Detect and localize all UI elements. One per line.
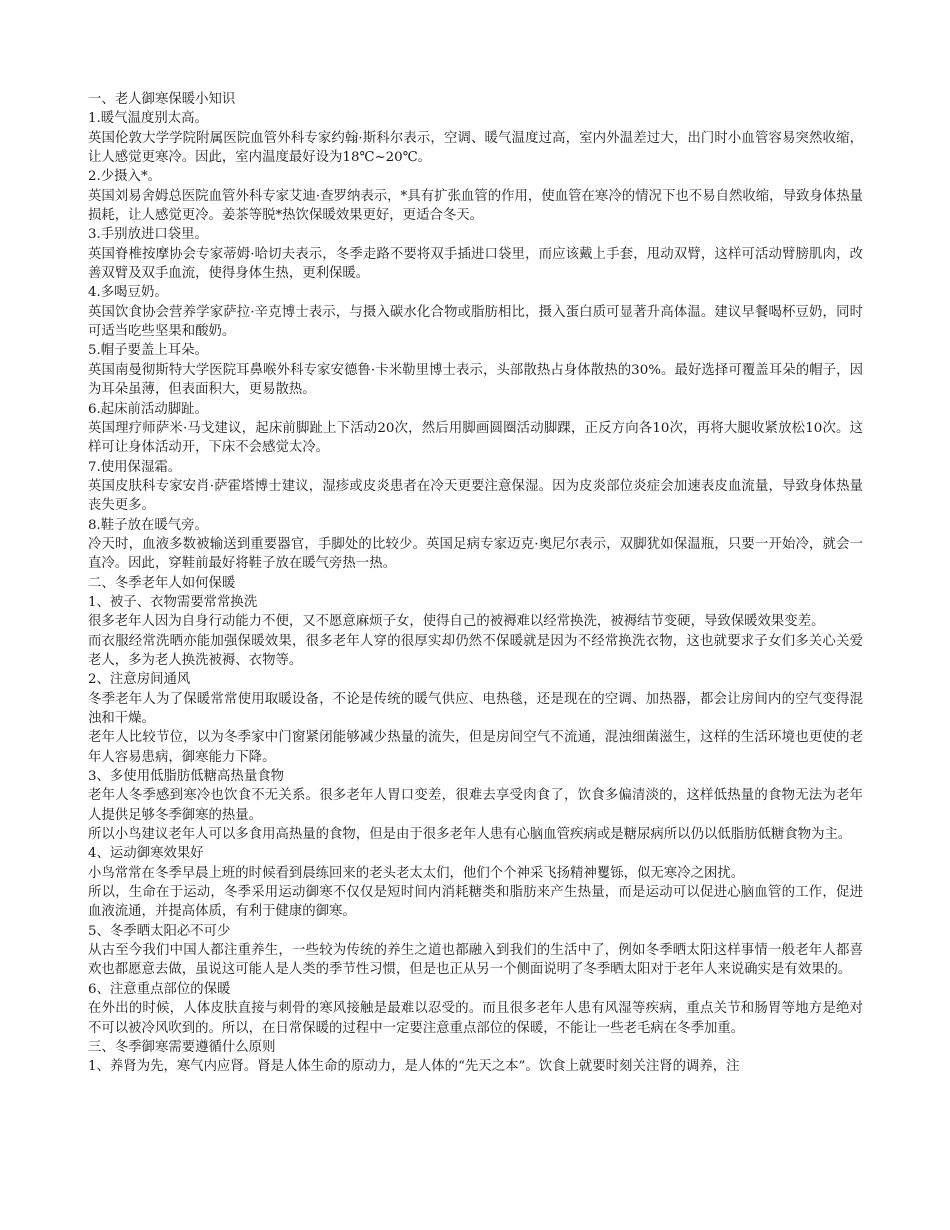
paragraph: 从古至今我们中国人都注重养生，一些较为传统的养生之道也都融入到我们的生活中了，例如冬季晒太阳这样事情一般老年人都喜欢也都愿意去做，虽说这可能人是人类的季节性习惯，但是也正从另一个侧面说明了冬季晒太阳对于老年人来说确实是有效果的。: [88, 943, 863, 978]
tip-title: 6.起床前活动脚趾。: [88, 401, 208, 417]
paragraph: 所以，生命在于运动，冬季采用运动御寒不仅仅是短时间内消耗糖类和脂肪来产生热量，而是运动可以促进心脑血管的工作，促进血液流通，并提高体质，有利于健康的御寒。: [88, 885, 863, 920]
tip-title: 4.多喝豆奶。: [88, 285, 168, 301]
paragraph: 很多老年人因为自身行动能力不便，又不愿意麻烦子女，使得自己的被褥难以经常换洗，被褥结节变硬，导致保暖效果变差。: [88, 614, 825, 630]
section-heading: 三、冬季御寒需要遵循什么原则: [88, 1039, 276, 1055]
tip-title: 8.鞋子放在暖气旁。: [88, 517, 208, 533]
tip-title: 3.手别放进口袋里。: [88, 227, 208, 243]
paragraph: 英国皮肤科专家安肖·萨霍塔博士建议，湿疹或皮炎患者在冷天更要注意保湿。因为皮炎部位炎症会加速表皮血流量，导致身体热量丧失更多。: [88, 478, 863, 514]
paragraph: 英国伦敦大学学院附属医院血管外科专家约翰·斯科尔表示，空调、暖气温度过高，室内外温差过大，出门时小血管容易突然收缩，让人感觉更寒冷。因此，室内温度最好设为18℃~20℃。: [88, 130, 863, 166]
paragraph: 英国饮食协会营养学家萨拉·辛克博士表示，与摄入碳水化合物或脂肪相比，摄入蛋白质可显著升高体温。建议早餐喝杯豆奶，同时可适当吃些坚果和酸奶。: [88, 304, 863, 340]
paragraph: 1、养肾为先，寒气内应肾。肾是人体生命的原动力，是人体的“先天之本”。饮食上就要时刻关注肾的调养，注: [88, 1059, 740, 1075]
sub-heading: 3、多使用低脂肪低糖高热量食物: [88, 769, 284, 785]
paragraph: 英国刘易舍姆总医院血管外科专家艾迪·查罗纳表示，*具有扩张血管的作用，使血管在寒冷的情况下也不易自然收缩，导致身体热量损耗，让人感觉更冷。姜茶等脱*热饮保暖效果更好，更适合冬天。: [88, 188, 863, 224]
document-body: [88, 90, 863, 1077]
sub-heading: 4、运动御寒效果好: [88, 846, 204, 862]
sub-heading: 5、冬季晒太阳必不可少: [88, 923, 231, 939]
tip-title: 1.暖气温度别太高。: [88, 111, 208, 127]
tip-title: 7.使用保湿霜。: [88, 459, 182, 475]
paragraph: 冬季老年人为了保暖常常使用取暖设备，不论是传统的暖气供应、电热毯，还是现在的空调、加热器，都会让房间内的空气变得混浊和干燥。: [88, 691, 863, 726]
paragraph: 而衣服经常洗晒亦能加强保暖效果，很多老年人穿的很厚实却仍然不保暖就是因为不经常换洗衣物，这也就要求子女们多关心关爱老人，多为老人换洗被褥、衣物等。: [88, 633, 863, 668]
paragraph: 老年人冬季感到寒冷也饮食不无关系。很多老年人胃口变差，很难去享受肉食了，饮食多偏清淡的，这样低热量的食物无法为老年人提供足够冬季御寒的热量。: [88, 788, 863, 823]
tip-title: 2.少摄入*。: [88, 169, 162, 185]
paragraph: 英国脊椎按摩协会专家蒂姆·哈切夫表示，冬季走路不要将双手插进口袋里，而应该戴上手套，甩动双臂，这样可活动臂膀肌肉，改善双臂及双手血流，使得身体生热，更利保暖。: [88, 246, 863, 282]
paragraph: 冷天时，血液多数被输送到重要器官，手脚处的比较少。英国足病专家迈克·奥尼尔表示，双脚犹如保温瓶，只要一开始冷，就会一直冷。因此，穿鞋前最好将鞋子放在暖气旁热一热。: [88, 536, 863, 572]
sub-heading: 6、注意重点部位的保暖: [88, 981, 231, 997]
paragraph: 所以小鸟建议老年人可以多食用高热量的食物，但是由于很多老年人患有心脑血管疾病或是糖尿病所以仍以低脂肪低糖食物为主。: [88, 827, 852, 843]
section-heading: 一、老人御寒保暖小知识: [88, 92, 236, 107]
paragraph: 英国南曼彻斯特大学医院耳鼻喉外科专家安德鲁·卡米勒里博士表示，头部散热占身体散热的30%。最好选择可覆盖耳朵的帽子，因为耳朵虽薄，但表面积大，更易散热。: [88, 362, 863, 398]
paragraph: 小鸟常常在冬季早晨上班的时候看到晨练回来的老头老太太们，他们个个神采飞扬精神矍铄，似无寒冷之困扰。: [88, 865, 745, 881]
paragraph: 英国理疗师萨米·马戈建议，起床前脚趾上下活动20次，然后用脚画圆圈活动脚踝，正反方向各10次，再将大腿收紧放松10次。这样可让身体活动开，下床不会感觉太冷。: [88, 420, 863, 456]
paragraph: 老年人比较节位，以为冬季家中门窗紧闭能够减少热量的流失，但是房间空气不流通，混浊细菌滋生，这样的生活环境也更使的老年人容易患病，御寒能力下降。: [88, 730, 863, 765]
sub-heading: 1、被子、衣物需要常常换洗: [88, 594, 258, 610]
paragraph: 在外出的时候，人体皮肤直接与刺骨的寒风接触是最难以忍受的。而且很多老年人患有风湿等疾病，重点关节和肠胃等地方是绝对不可以被冷风吹到的。所以，在日常保暖的过程中一定要注意重点部位的保暖，不能让一些老毛病在冬季加重。: [88, 1001, 863, 1036]
tip-title: 5.帽子要盖上耳朵。: [88, 343, 208, 359]
sub-heading: 2、注意房间通风: [88, 672, 191, 688]
section-heading: 二、冬季老年人如何保暖: [88, 575, 236, 591]
